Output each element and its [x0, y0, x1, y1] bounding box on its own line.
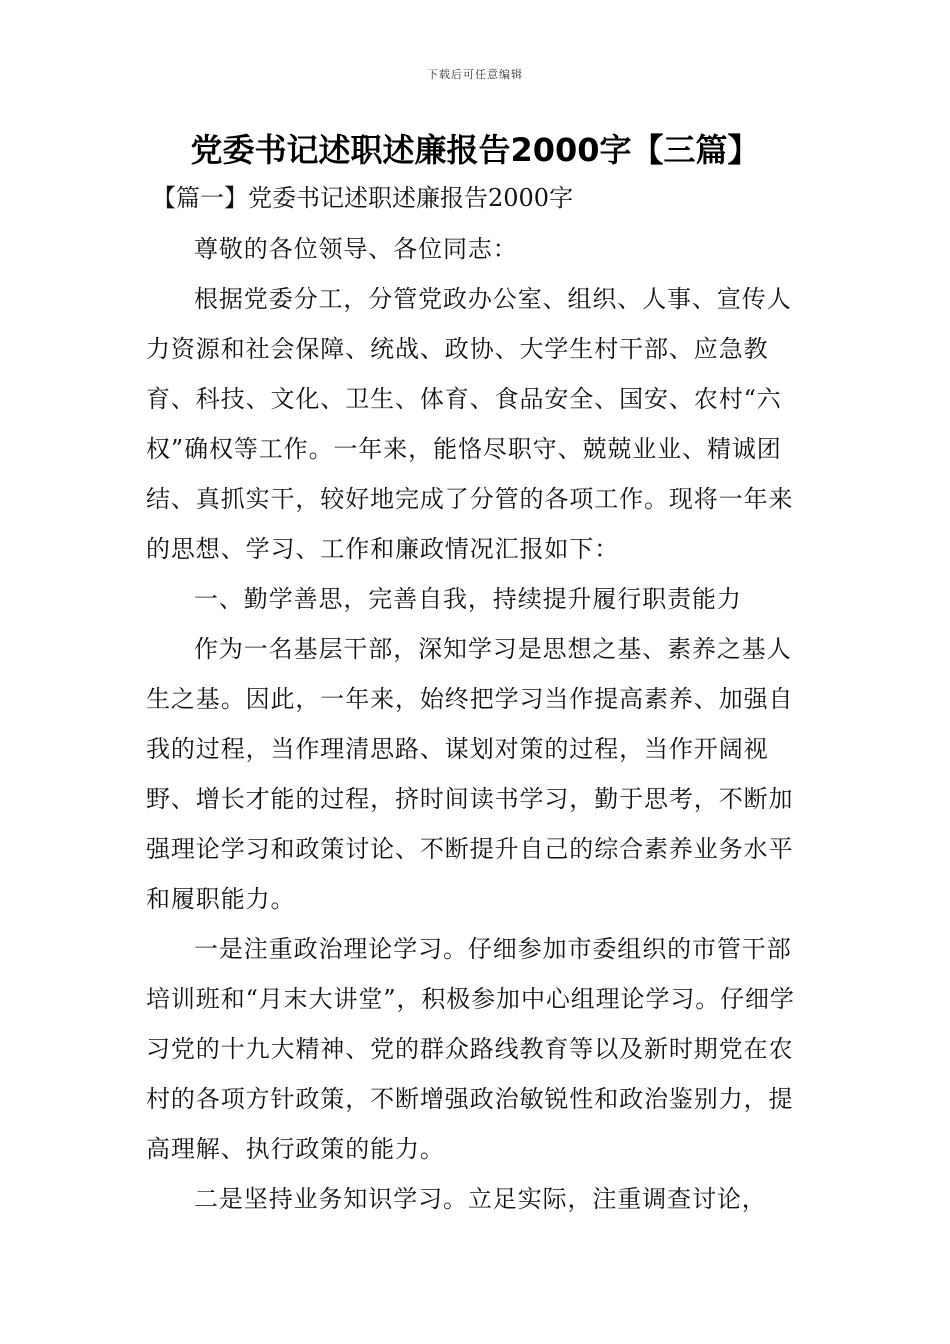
document-title: 党委书记述职述廉报告2000字【三篇】 — [190, 131, 760, 169]
paragraph-4: 二是坚持业务知识学习。立足实际，注重调查讨论， — [194, 1185, 767, 1213]
greeting: 尊敬的各位领导、各位同志： — [194, 235, 518, 263]
document-body — [146, 224, 806, 1224]
header-note: 下载后可任意编辑 — [427, 68, 523, 81]
paragraph-1: 根据党委分工，分管党政办公室、组织、人事、宣传人力资源和社会保障、统战、政协、大学生村干部、应急教育、科技、文化、卫生、体育、食品安全、国安、农村“六权”确权等工作。一年来，能恪尽职守、兢兢业业、精诚团结、真抓实干，较好地完成了分管的各项工作。现将一年来的思想、学习、工作和廉政情况汇报如下： — [146, 285, 794, 563]
paragraph-2: 作为一名基层干部，深知学习是思想之基、素养之基人生之基。因此，一年来，始终把学习当作提高素养、加强自我的过程，当作理清思路、谋划对策的过程，当作开阔视野、增长才能的过程，挤时间读书学习，勤于思考，不断加强理论学习和政策讨论、不断提升自己的综合素养业务水平和履职能力。 — [146, 635, 794, 913]
paragraph-3: 一是注重政治理论学习。仔细参加市委组织的市管干部培训班和“月末大讲堂”，积极参加中心组理论学习。仔细学习党的十九大精神、党的群众路线教育等以及新时期党在农村的各项方针政策，不断增强政治敏锐性和政治鉴别力，提高理解、执行政策的能力。 — [146, 935, 795, 1163]
heading-1: 一、勤学善思，完善自我，持续提升履行职责能力 — [194, 585, 742, 613]
section-title: 【篇一】党委书记述职述廉报告2000字 — [152, 184, 574, 212]
